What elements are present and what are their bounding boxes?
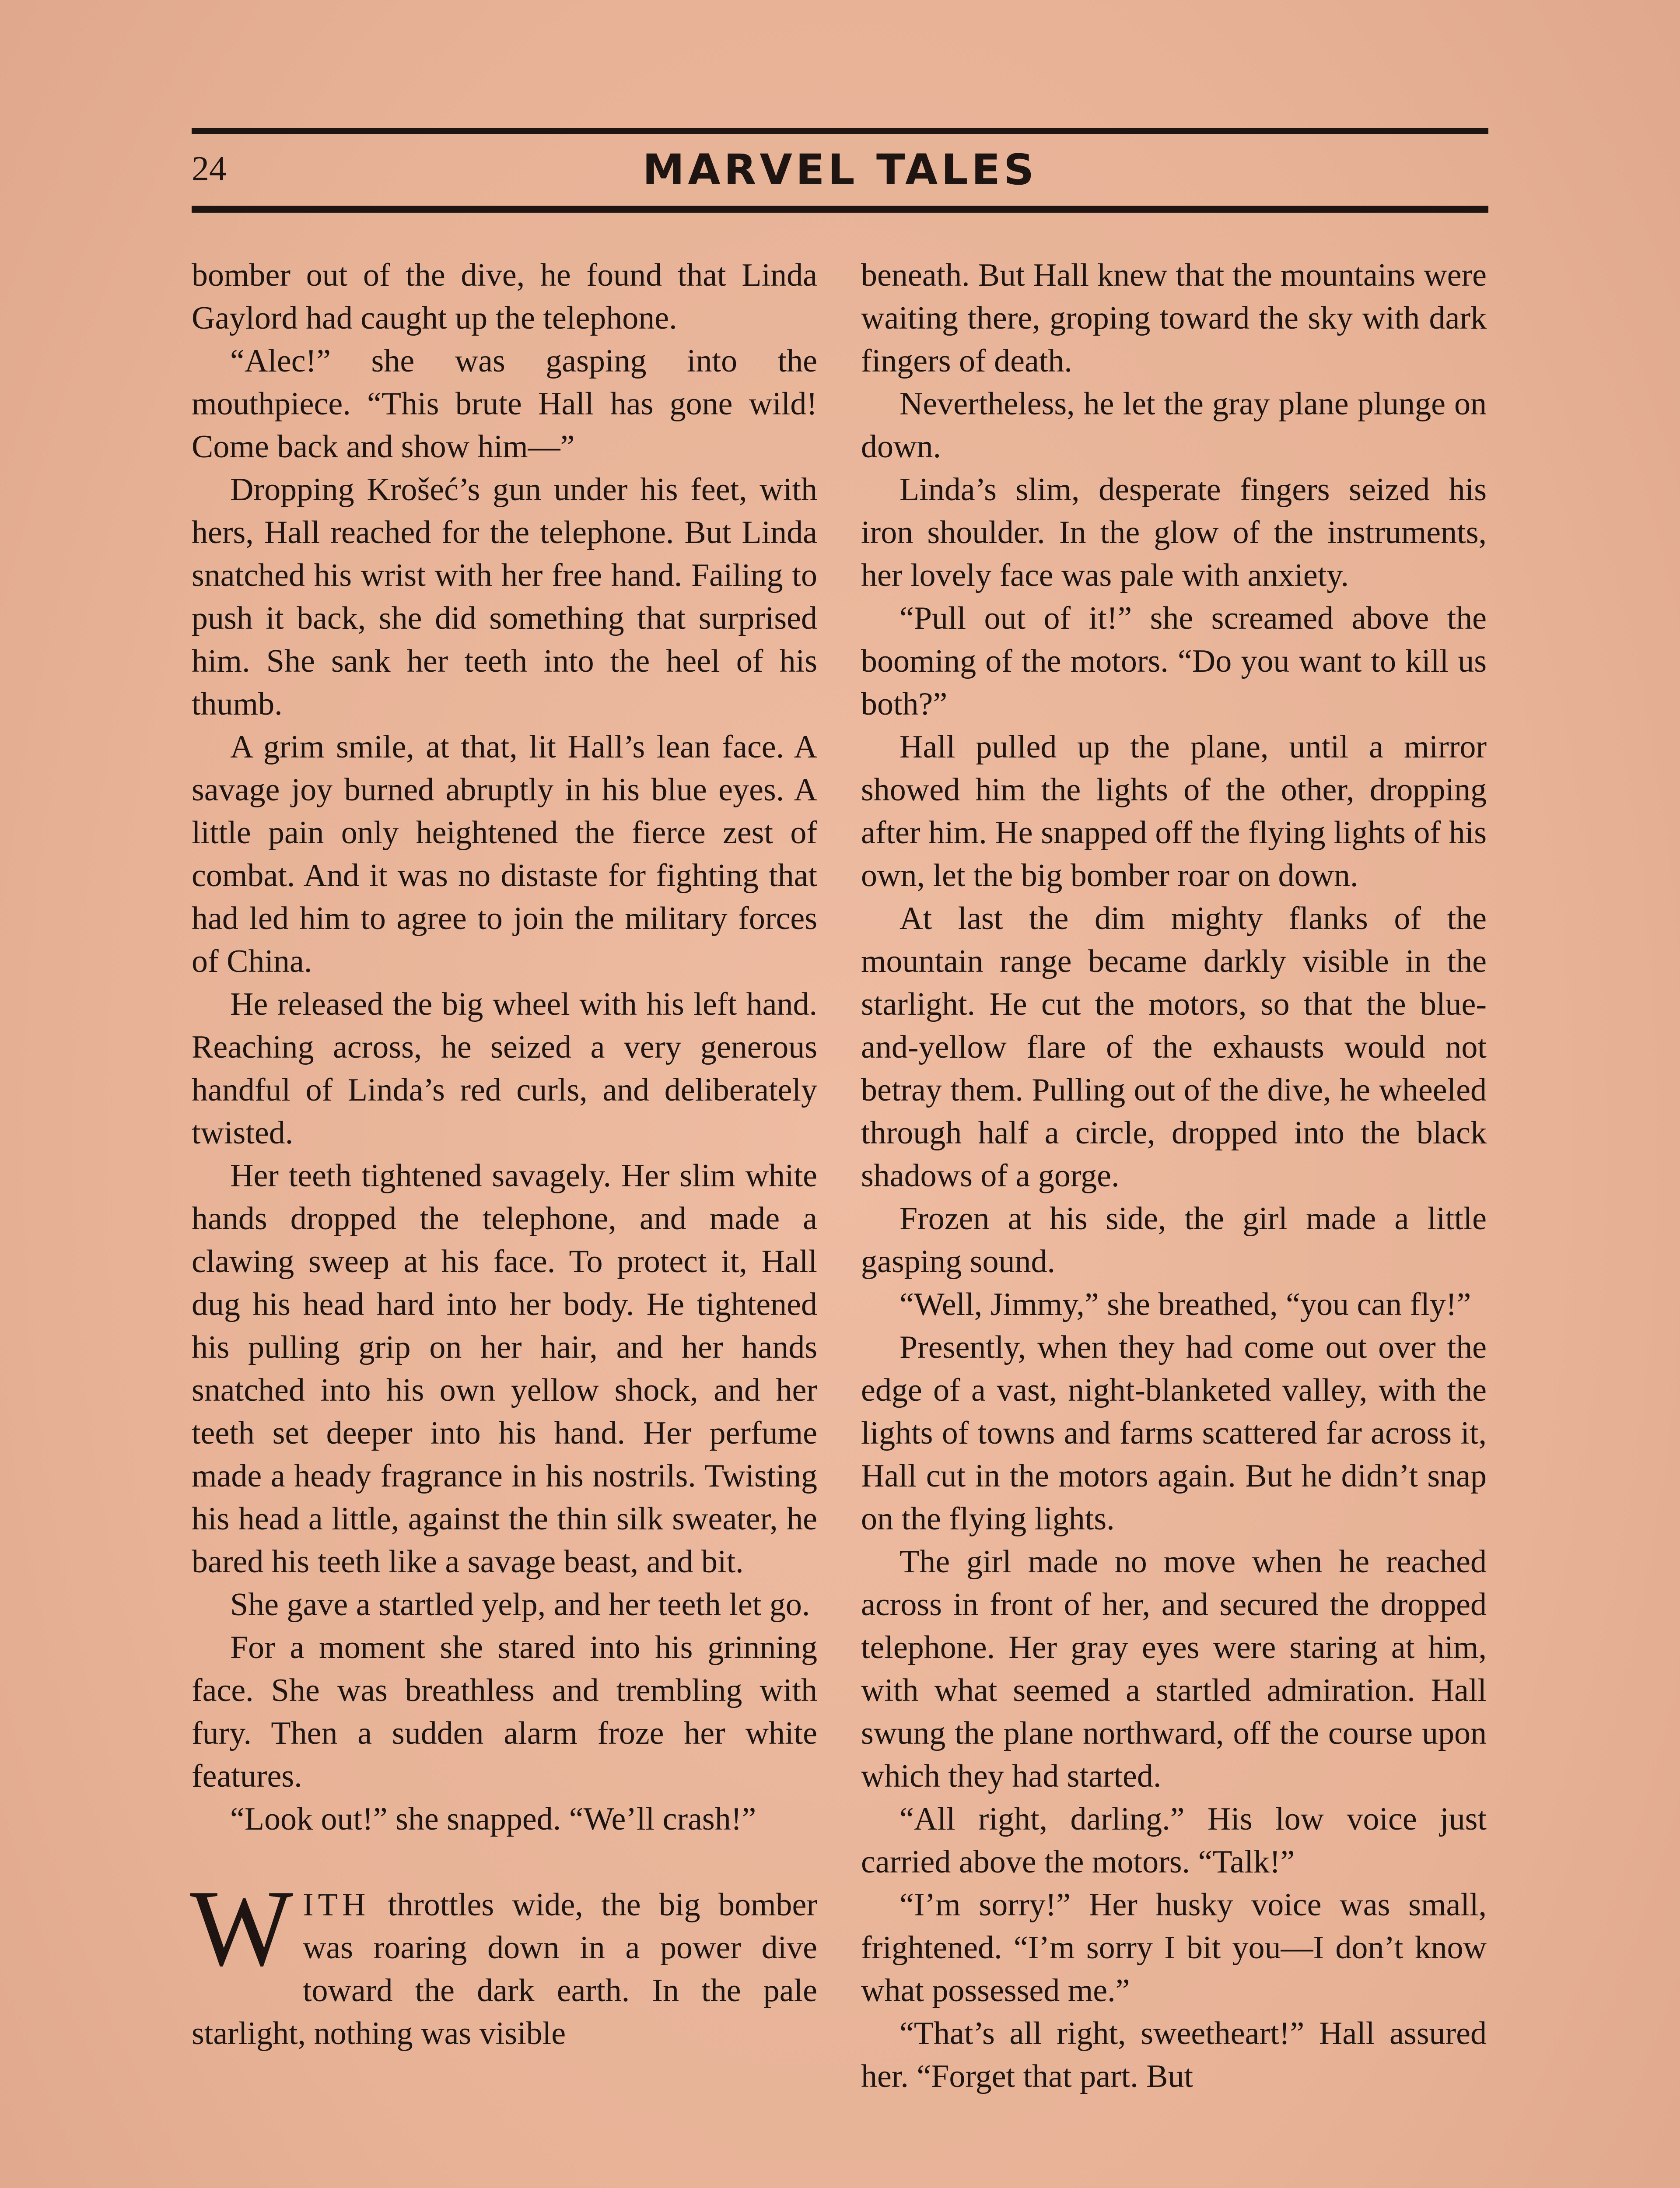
paragraph: He released the big wheel with his left hand. Reaching across, he seized a very generous handful of Linda’s red curls, and deliberately twisted. bbox=[192, 986, 817, 1151]
paragraph: For a moment she stared into his grinning face. She was breathless and trembling with fury. Then a sudden alarm froze her white features. bbox=[192, 1630, 817, 1794]
paragraph: Dropping Krošeć’s gun under his feet, with hers, Hall reached for the telephone. But Linda snatched his wrist with her free hand. Failing to push it back, she did something that surprised him. She sank her teeth into the heel of his thumb. bbox=[192, 472, 817, 722]
paragraph: Nevertheless, he let the gray plane plunge on down. bbox=[861, 386, 1487, 465]
section-opening-paragraph bbox=[190, 1868, 817, 2055]
paragraph: She gave a startled yelp, and her teeth let go. bbox=[230, 1587, 810, 1623]
paragraph: “That’s all right, sweetheart!” Hall assured her. “Forget that part. But bbox=[861, 2016, 1487, 2094]
paragraph: Hall pulled up the plane, until a mirror showed him the lights of the other, dropping after him. He snapped off the flying lights of his own, let the big bomber roar on down. bbox=[861, 729, 1487, 894]
drop-cap-smallcaps: ITH bbox=[302, 1887, 370, 1923]
paragraph: The girl made no move when he reached across in front of her, and secured the dropped telephone. Her gray eyes were staring at him, with what seemed a startled admiration. Hall swung the plane northward, off the course upon which they had started. bbox=[861, 1544, 1487, 1794]
paragraph: bomber out of the dive, he found that Linda Gaylord had caught up the telephone. bbox=[192, 257, 817, 336]
paragraph: Presently, when they had come out over the edge of a vast, night-blanketed valley, with the lights of towns and farms scattered far across it, Hall cut in the motors again. But he didn’t snap on the flying lights. bbox=[861, 1329, 1487, 1537]
paragraph: Frozen at his side, the girl made a little gasping sound. bbox=[861, 1201, 1487, 1280]
paragraph: “Look out!” she snapped. “We’ll crash!” bbox=[230, 1801, 756, 1837]
paragraph: Her teeth tightened savagely. Her slim white hands dropped the telephone, and made a clawing sweep at his face. To protect it, Hall dug his head hard into her body. He tightened his pulling grip on her hair, and her hands snatched into his own yellow shock, and her teeth set deeper into his hand. Her perfume made a heady fragrance in his nostrils. Twisting his head a little, against the thin silk sweater, he bared his teeth like a savage beast, and bit. bbox=[192, 1158, 817, 1580]
paragraph: “Alec!” she was gasping into the mouthpiece. “This brute Hall has gone wild! Come back and show him—” bbox=[192, 343, 817, 465]
drop-cap-paragraph-text: throttles wide, the big bomber was roaring down in a power dive toward the dark earth. In the pale starlight, nothing was visible bbox=[192, 1887, 817, 2051]
paragraph: Linda’s slim, desperate fingers seized his iron shoulder. In the glow of the instruments, her lovely face was pale with anxiety. bbox=[861, 472, 1487, 593]
header-bottom-rule bbox=[192, 206, 1488, 213]
paragraph: “Well, Jimmy,” she breathed, “you can fly!” bbox=[900, 1287, 1471, 1322]
paragraph: “I’m sorry!” Her husky voice was small, frightened. “I’m sorry I bit you—I don’t know what possessed me.” bbox=[861, 1887, 1487, 2009]
paragraph: “All right, darling.” His low voice just carried above the motors. “Talk!” bbox=[861, 1801, 1487, 1880]
header-top-rule bbox=[192, 128, 1488, 134]
page-number: 24 bbox=[192, 150, 227, 188]
right-column bbox=[861, 254, 1487, 2098]
paragraph: beneath. But Hall knew that the mountains were waiting there, groping toward the sky with dark fingers of death. bbox=[861, 257, 1487, 379]
running-head-title: MARVEL TALES bbox=[642, 145, 1038, 194]
paragraph: At last the dim mighty flanks of the mountain range became darkly visible in the starlight. He cut the motors, so that the blue-and-yellow flare of the exhausts would not betray them. Pulling out of the dive, he wheeled through half a circle, dropped into the black shadows of a gorge. bbox=[861, 901, 1487, 1194]
left-column bbox=[192, 254, 817, 2055]
paragraph: A grim smile, at that, lit Hall’s lean face. A savage joy burned abruptly in his blue eyes. A little pain only heightened the fierce zest of combat. And it was no distaste for fighting that had led him to agree to join the military forces of China. bbox=[192, 729, 817, 979]
paragraph: “Pull out of it!” she screamed above the booming of the motors. “Do you want to kill us both?” bbox=[861, 600, 1487, 722]
drop-cap: W bbox=[190, 1868, 293, 1989]
